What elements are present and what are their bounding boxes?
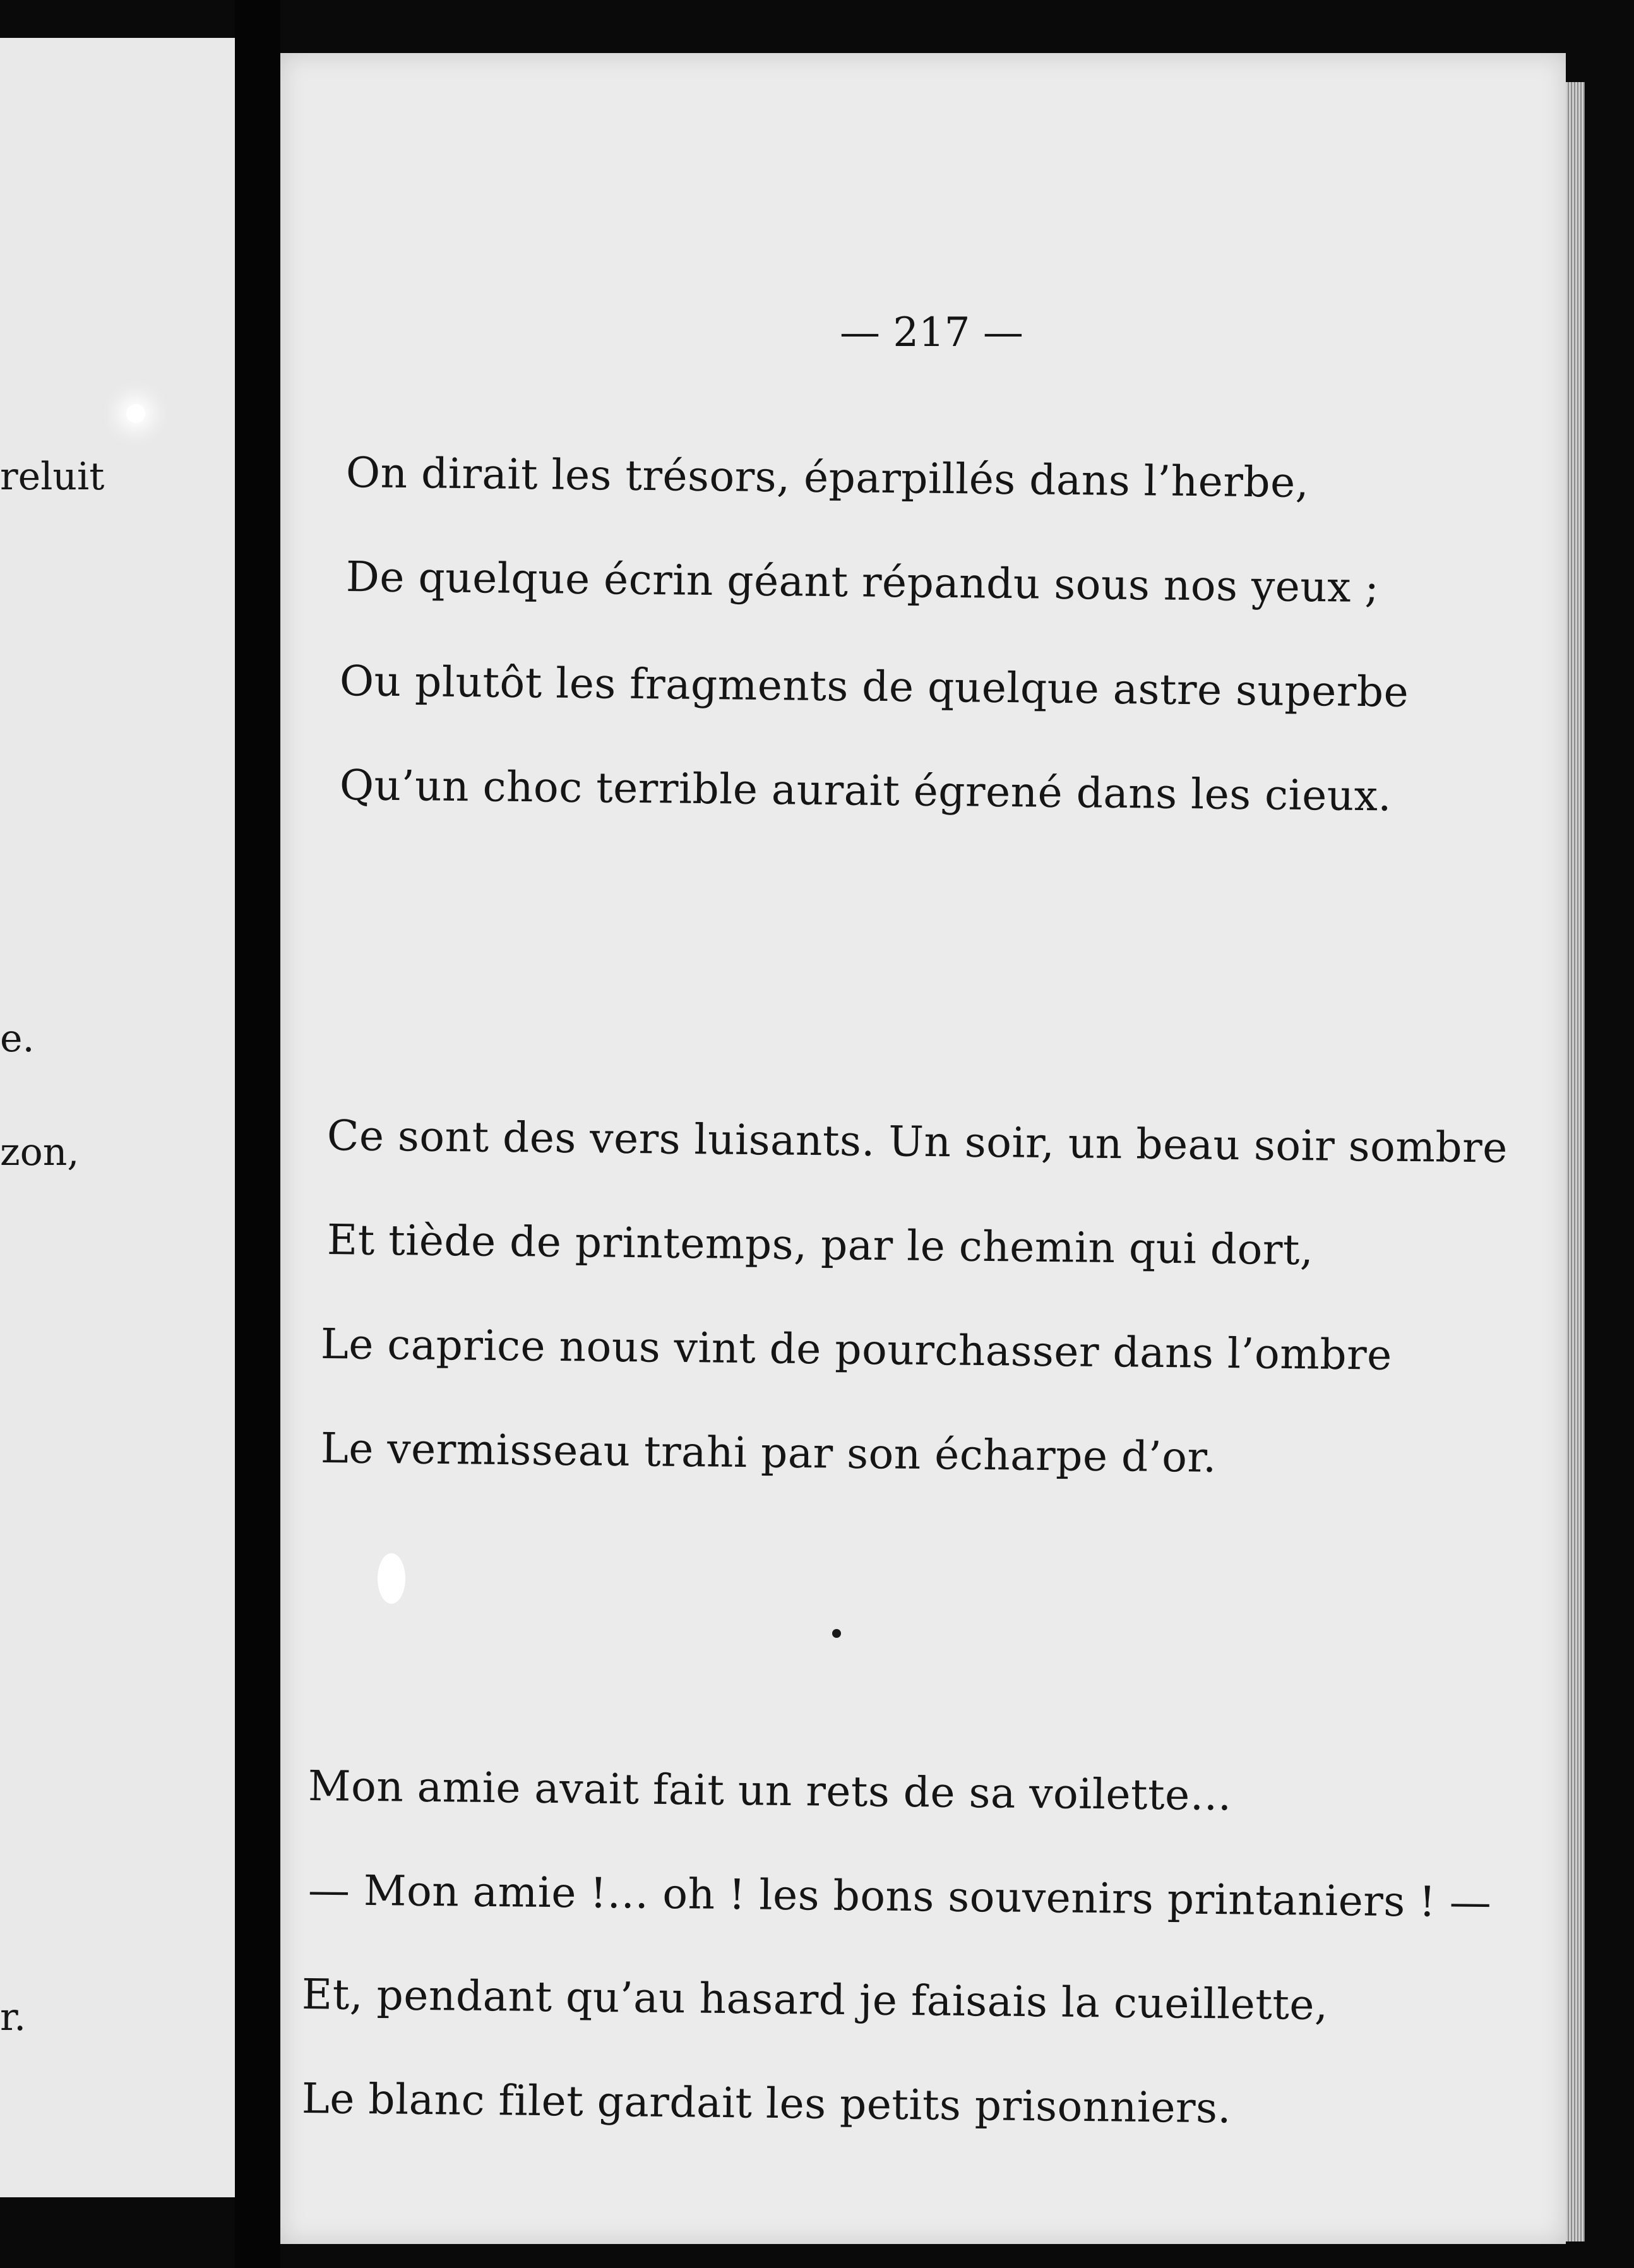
verse-line: Ce sont des vers luisants. Un soir, un beau soir sombre [326,1111,1508,1173]
verse-line: Le vermisseau trahi par son écharpe d’or. [320,1424,1217,1482]
left-page-fragment: r. [0,1995,27,2039]
scan-speck [378,1553,405,1604]
left-page-fragment: zon, [0,1130,80,1174]
left-page-fragment: reluit [0,455,105,499]
verse-line: Qu’un choc terrible aurait égrené dans les cieux. [339,761,1392,821]
left-page [0,38,239,2197]
verse-line: De quelque écrin géant répandu sous nos yeux ; [345,552,1380,612]
page-number: — 217 — [840,309,1023,356]
verse-line: Mon amie avait fait un rets de sa voilette… [307,1762,1232,1820]
verse-line: Ou plutôt les fragments de quelque astre superbe [339,657,1409,717]
verse-line: On dirait les trésors, éparpillés dans l’herbe, [345,448,1309,507]
verse-line: — Mon amie !… oh ! les bons souvenirs printaniers ! — [307,1866,1492,1927]
verse-line: Et tiède de printemps, par le chemin qui dort, [326,1215,1314,1275]
page-edge [1566,82,1585,2241]
verse-line: Le blanc filet gardait les petits prisonniers. [301,2074,1232,2133]
left-page-fragment: e. [0,1017,35,1061]
verse-line: Le caprice nous vint de pourchasser dans l’ombre [320,1320,1393,1380]
verse-line: Et, pendant qu’au hasard je faisais la cueillette, [301,1970,1328,2030]
section-dot [832,1629,841,1638]
book-gutter [235,0,280,2268]
scan-glare [126,404,145,423]
